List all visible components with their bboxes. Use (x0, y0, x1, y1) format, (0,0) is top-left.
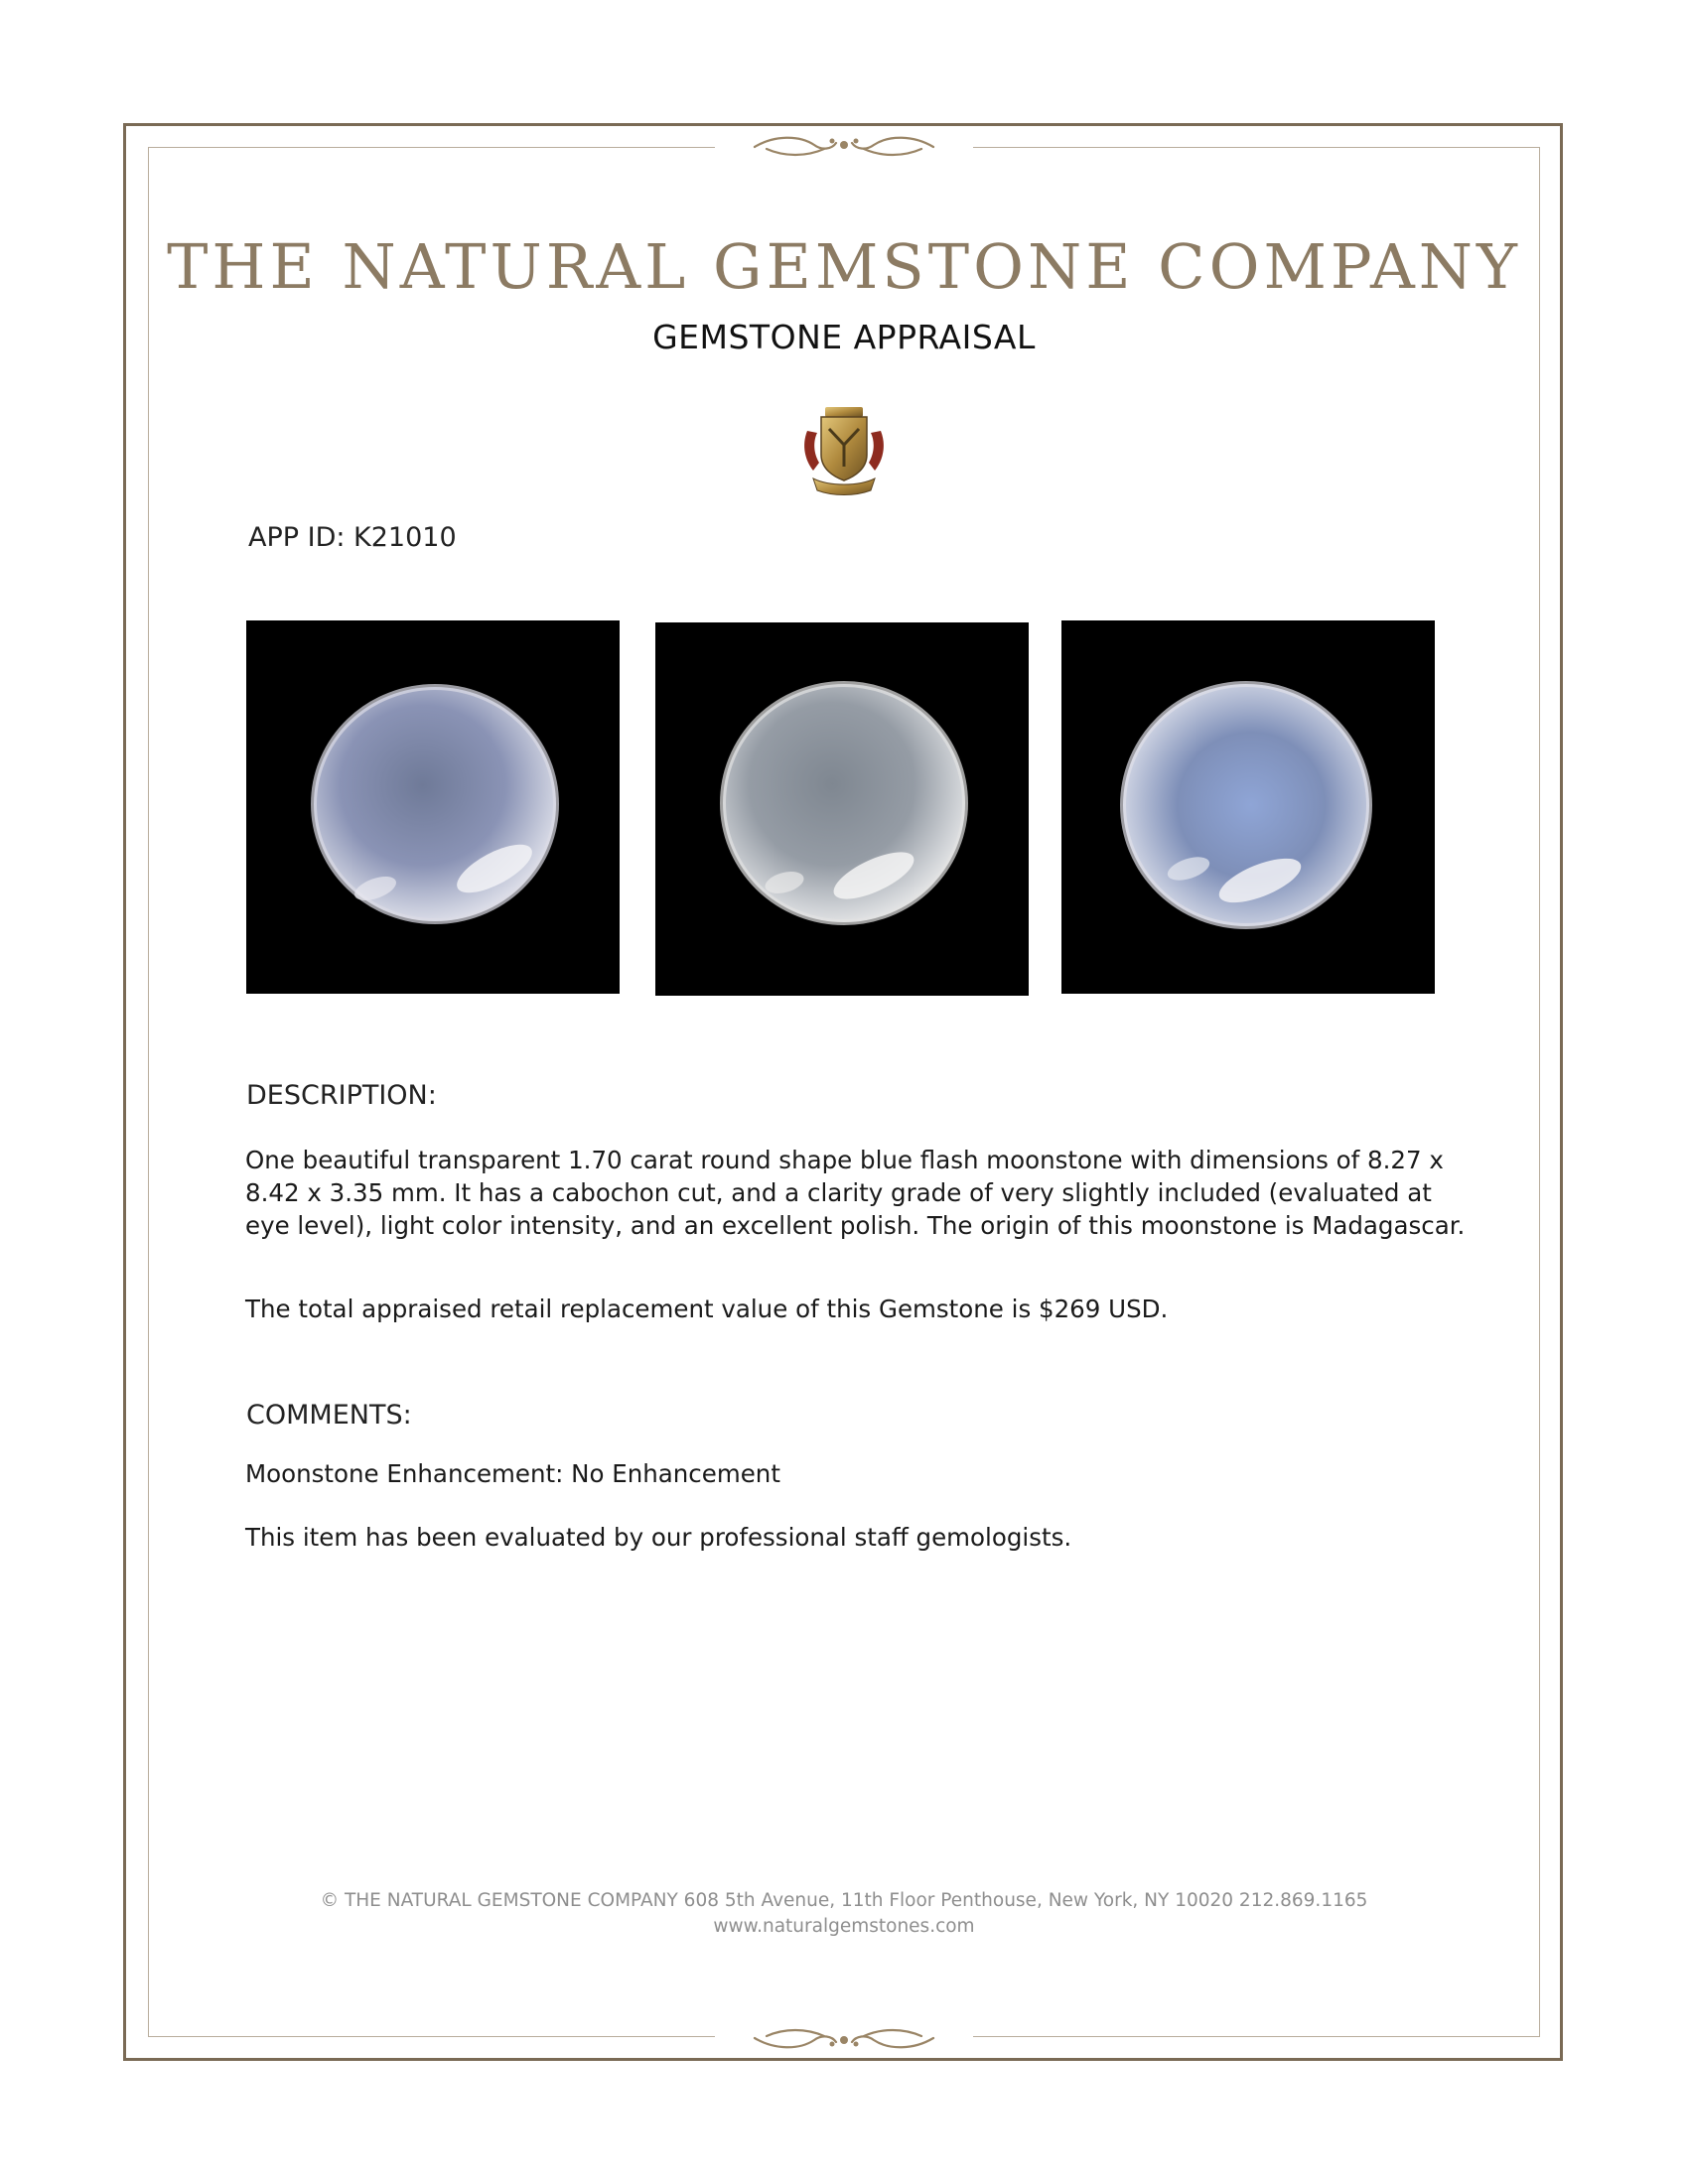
gem-photo-3 (1061, 620, 1435, 994)
description-label: DESCRIPTION: (246, 1080, 437, 1111)
comments-label: COMMENTS: (246, 1400, 412, 1431)
footer-address: © THE NATURAL GEMSTONE COMPANY 608 5th Avenue, 11th Floor Penthouse, New York, NY 10020 212.869.1165 (320, 1890, 1368, 1911)
gem-photo-2 (655, 622, 1029, 996)
enhancement-comment: Moonstone Enhancement: No Enhancement (245, 1459, 780, 1488)
description-text: One beautiful transparent 1.70 carat round shape blue flash moonstone with dimensions of 8.27 x 8.42 x 3.35 mm. It has a cabochon cut, and a clarity grade of very slightly included (evaluated at eye level), light color intensity, and an excellent polish. The origin of this moonstone is Madagascar. (245, 1146, 1466, 1240)
bottom-ornament-icon (715, 2018, 973, 2058)
company-crest-icon (799, 401, 889, 496)
document-title: GEMSTONE APPRAISAL (652, 318, 1036, 356)
footer-website[interactable]: www.naturalgemstones.com (713, 1916, 975, 1937)
app-id: APP ID: K21010 (248, 522, 457, 553)
gem-photo-1 (246, 620, 620, 994)
top-ornament-icon (715, 127, 973, 167)
company-name: THE NATURAL GEMSTONE COMPANY (167, 230, 1521, 303)
value-statement: The total appraised retail replacement value of this Gemstone is $269 USD. (245, 1295, 1169, 1323)
evaluation-comment: This item has been evaluated by our professional staff gemologists. (245, 1523, 1072, 1552)
